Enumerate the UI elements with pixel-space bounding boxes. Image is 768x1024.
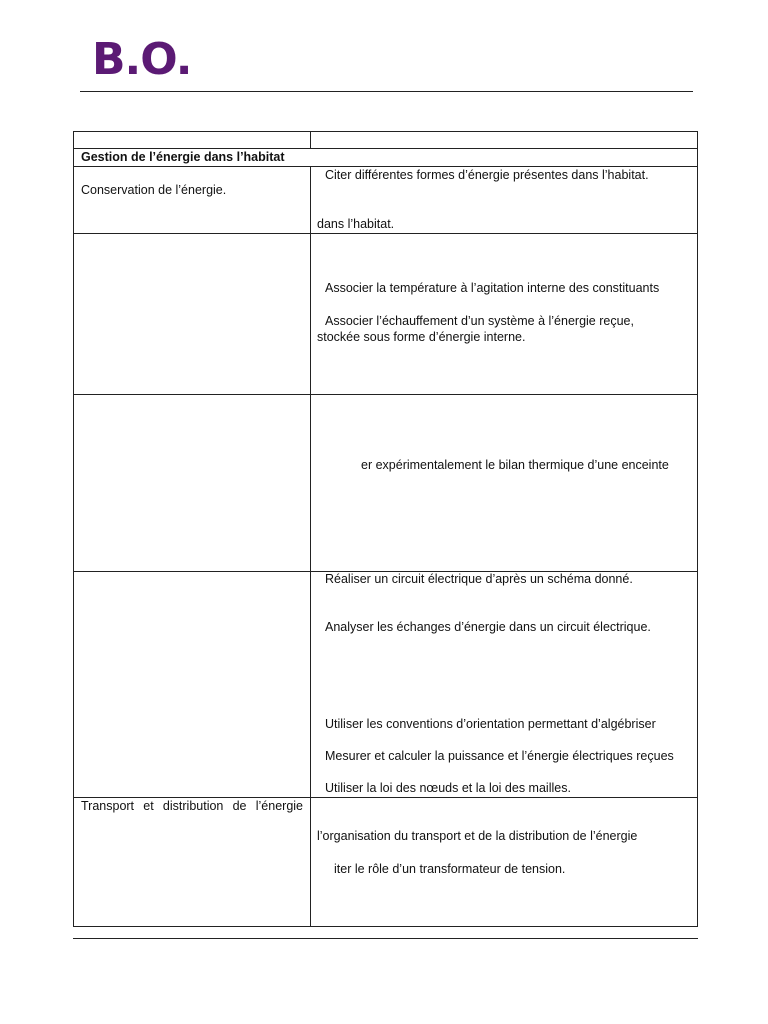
row1-left: Conservation de l’énergie. [81, 183, 227, 197]
row5-right-1: l’organisation du transport et de la distribution de l’énergie [317, 829, 638, 843]
bo-logo [92, 34, 192, 85]
header-rule [80, 91, 693, 92]
row4-right-3: Utiliser les conventions d’orientation permettant d’algébriser [325, 717, 656, 731]
row-divider-2 [74, 394, 697, 395]
row1-right-1: Citer différentes formes d’énergie présentes dans l’habitat. [325, 168, 649, 182]
row1-right-2: dans l’habitat. [317, 217, 395, 231]
footer-rule [73, 938, 698, 939]
logo-text: B.O. [92, 34, 192, 85]
row2-right-1: Associer la température à l’agitation interne des constituants [325, 281, 660, 295]
row2-right-3: stockée sous forme d’énergie interne. [317, 330, 526, 344]
row2-right-2: Associer l’échauffement d’un système à l’énergie reçue, [325, 314, 634, 328]
column-divider [310, 132, 311, 926]
row5-right-2: iter le rôle d’un transformateur de tension. [334, 862, 566, 876]
row4-right-2: Analyser les échanges d’énergie dans un circuit électrique. [325, 620, 651, 634]
row-divider-1 [74, 233, 697, 234]
row3-right-1: er expérimentalement le bilan thermique d’une enceinte [361, 458, 669, 472]
row5-left: Transport et distribution de l’énergie [81, 799, 303, 813]
row4-right-4: Mesurer et calculer la puissance et l’énergie électriques reçues [325, 749, 674, 763]
program-table [73, 131, 698, 927]
section-title: Gestion de l’énergie dans l’habitat [81, 150, 285, 164]
row4-right-1: Réaliser un circuit électrique d’après un schéma donné. [325, 572, 633, 586]
row4-right-5: Utiliser la loi des nœuds et la loi des mailles. [325, 781, 571, 795]
